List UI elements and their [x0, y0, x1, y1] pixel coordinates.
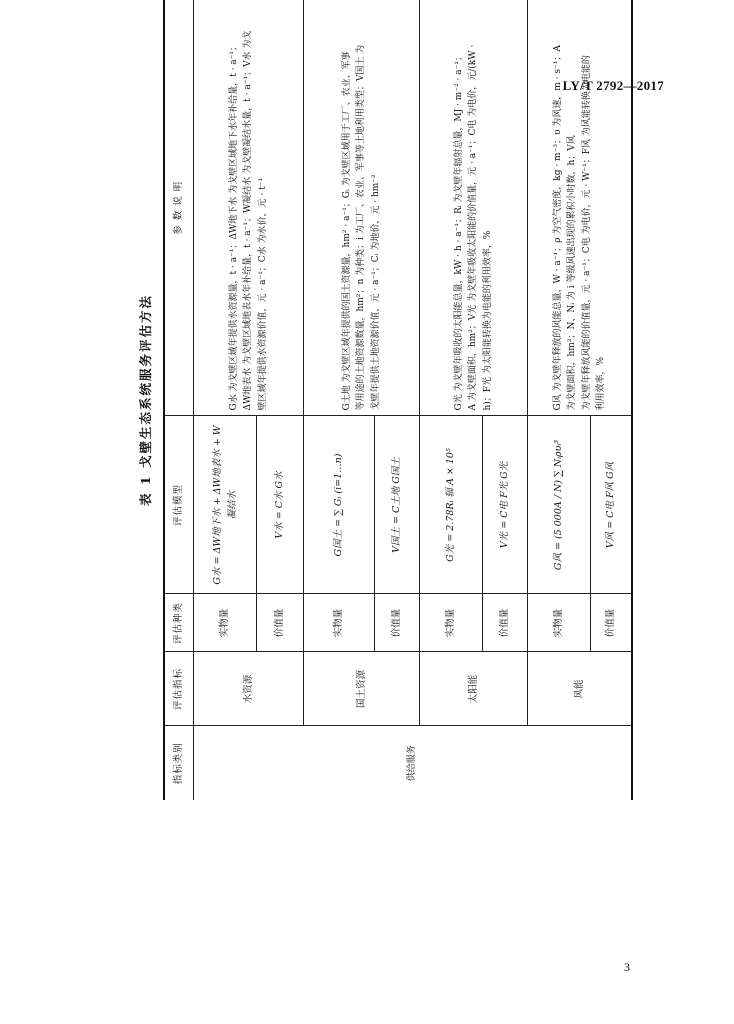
description-line: ΔW地表水 为戈壁区域地表水年补给量，t · a⁻¹；W凝结水 为戈壁凝结水量，t · a⁻¹；V水 为戈	[243, 30, 254, 411]
model-cell: G光 = 2.78Rᵢ 辐 A × 10⁵	[420, 416, 483, 594]
model-cell: G水 = ΔW地下水 + ΔW地表水 + W凝结水	[194, 416, 257, 594]
header-indicator: 评估指标	[164, 652, 194, 726]
header-description: 参 数 说 明	[164, 0, 194, 416]
type-cell: 实物量	[420, 594, 483, 652]
description-line: G土地 为戈壁区域年提供的国土资源量，hm² · a⁻¹；Gᵢ 为戈壁区域用于工厂、农业、军事	[341, 51, 352, 411]
type-cell: 实物量	[528, 594, 591, 652]
table-row	[528, 0, 591, 800]
model-cell: G国土 = ∑ Gᵢ (i=1…n)	[304, 416, 375, 594]
indicator-cell: 太阳能	[420, 652, 528, 726]
description-cell	[194, 0, 304, 416]
description-cell	[304, 0, 420, 416]
description-line: 戈壁年提供土地资源价值，元 · a⁻¹；Cᵢ 为地价，元 · hm⁻²	[370, 174, 381, 411]
table-caption: 表 1 戈壁生态系统服务评估方法	[138, 294, 153, 506]
description-cell	[420, 0, 528, 416]
type-cell: 价值量	[483, 594, 528, 652]
type-cell: 价值量	[257, 594, 304, 652]
standard-code: LY/T 2792—2017	[562, 78, 664, 93]
table-header-row	[164, 0, 194, 800]
model-cell: V光 = C电 F光 G光	[483, 416, 528, 594]
description-line: G风 为戈壁年释放的风能总量，W · a⁻¹；ρ 为空气密度，kg · m⁻³；υ 为风速，m · s⁻¹；A	[552, 45, 563, 411]
table-row	[194, 0, 257, 800]
description-line: 壁区域年提供水资源价值，元 · a⁻¹；C水 为水价，元 · t⁻¹	[257, 177, 268, 411]
type-cell: 价值量	[591, 594, 633, 652]
description-line: A 为戈壁面积，hm²；V光 为戈壁年吸收太阳能的价值量，元 · a⁻¹；C电 为电价，元/(kW ·	[468, 44, 479, 411]
type-cell: 价值量	[375, 594, 420, 652]
header-model: 评估模型	[164, 416, 194, 594]
description-line: 为戈壁面积，hm²；N、Nᵢ 为 i 等级风速出现的累积小时数，h；V风	[567, 135, 578, 411]
header-category: 指标类别	[164, 726, 194, 800]
description-cell	[528, 0, 633, 416]
model-cell: V国土 = C土地 G国土	[375, 416, 420, 594]
description-line: 为戈壁年释放风能的价值量，元 · a⁻¹；C电 为电价，元 · W⁻¹；F风 为风能转换为电能的	[581, 55, 592, 411]
description-line: 等用途的土地资源数量，hm²；n 为种类；i 为工厂、农业、军事等土地利用类型；V国土 为	[356, 44, 367, 411]
category-cell: 供给服务	[194, 726, 633, 800]
indicator-cell: 国土资源	[304, 652, 420, 726]
description-line: h)；F光 为太阳能转换为电能的利用效率，%	[482, 230, 493, 411]
assessment-methods-table	[163, 0, 633, 800]
model-cell: V风 = C电 F风 G风	[591, 416, 633, 594]
description-line: G光 为戈壁年吸收的太阳能总量，kW · h · a⁻¹；Rᵢ 为戈壁年辐射总量，MJ · m⁻² · a⁻¹；	[453, 52, 464, 411]
description-line: G水 为戈壁区域年提供水资源量，t · a⁻¹；ΔW地下水 为戈壁区域地下水年补给量，t · a⁻¹；	[228, 41, 239, 411]
table-row	[304, 0, 375, 800]
model-cell: G风 = (5 000A / N) ∑ Nᵢρυᵢ³	[528, 416, 591, 594]
indicator-cell: 水资源	[194, 652, 304, 726]
type-cell: 实物量	[304, 594, 375, 652]
indicator-cell: 风能	[528, 652, 633, 726]
header-type: 评估种类	[164, 594, 194, 652]
page-number: 3	[624, 960, 630, 974]
model-cell: V水 = C水 G水	[257, 416, 304, 594]
table-row	[420, 0, 483, 800]
description-line: 利用效率，%	[595, 356, 606, 411]
type-cell: 实物量	[194, 594, 257, 652]
